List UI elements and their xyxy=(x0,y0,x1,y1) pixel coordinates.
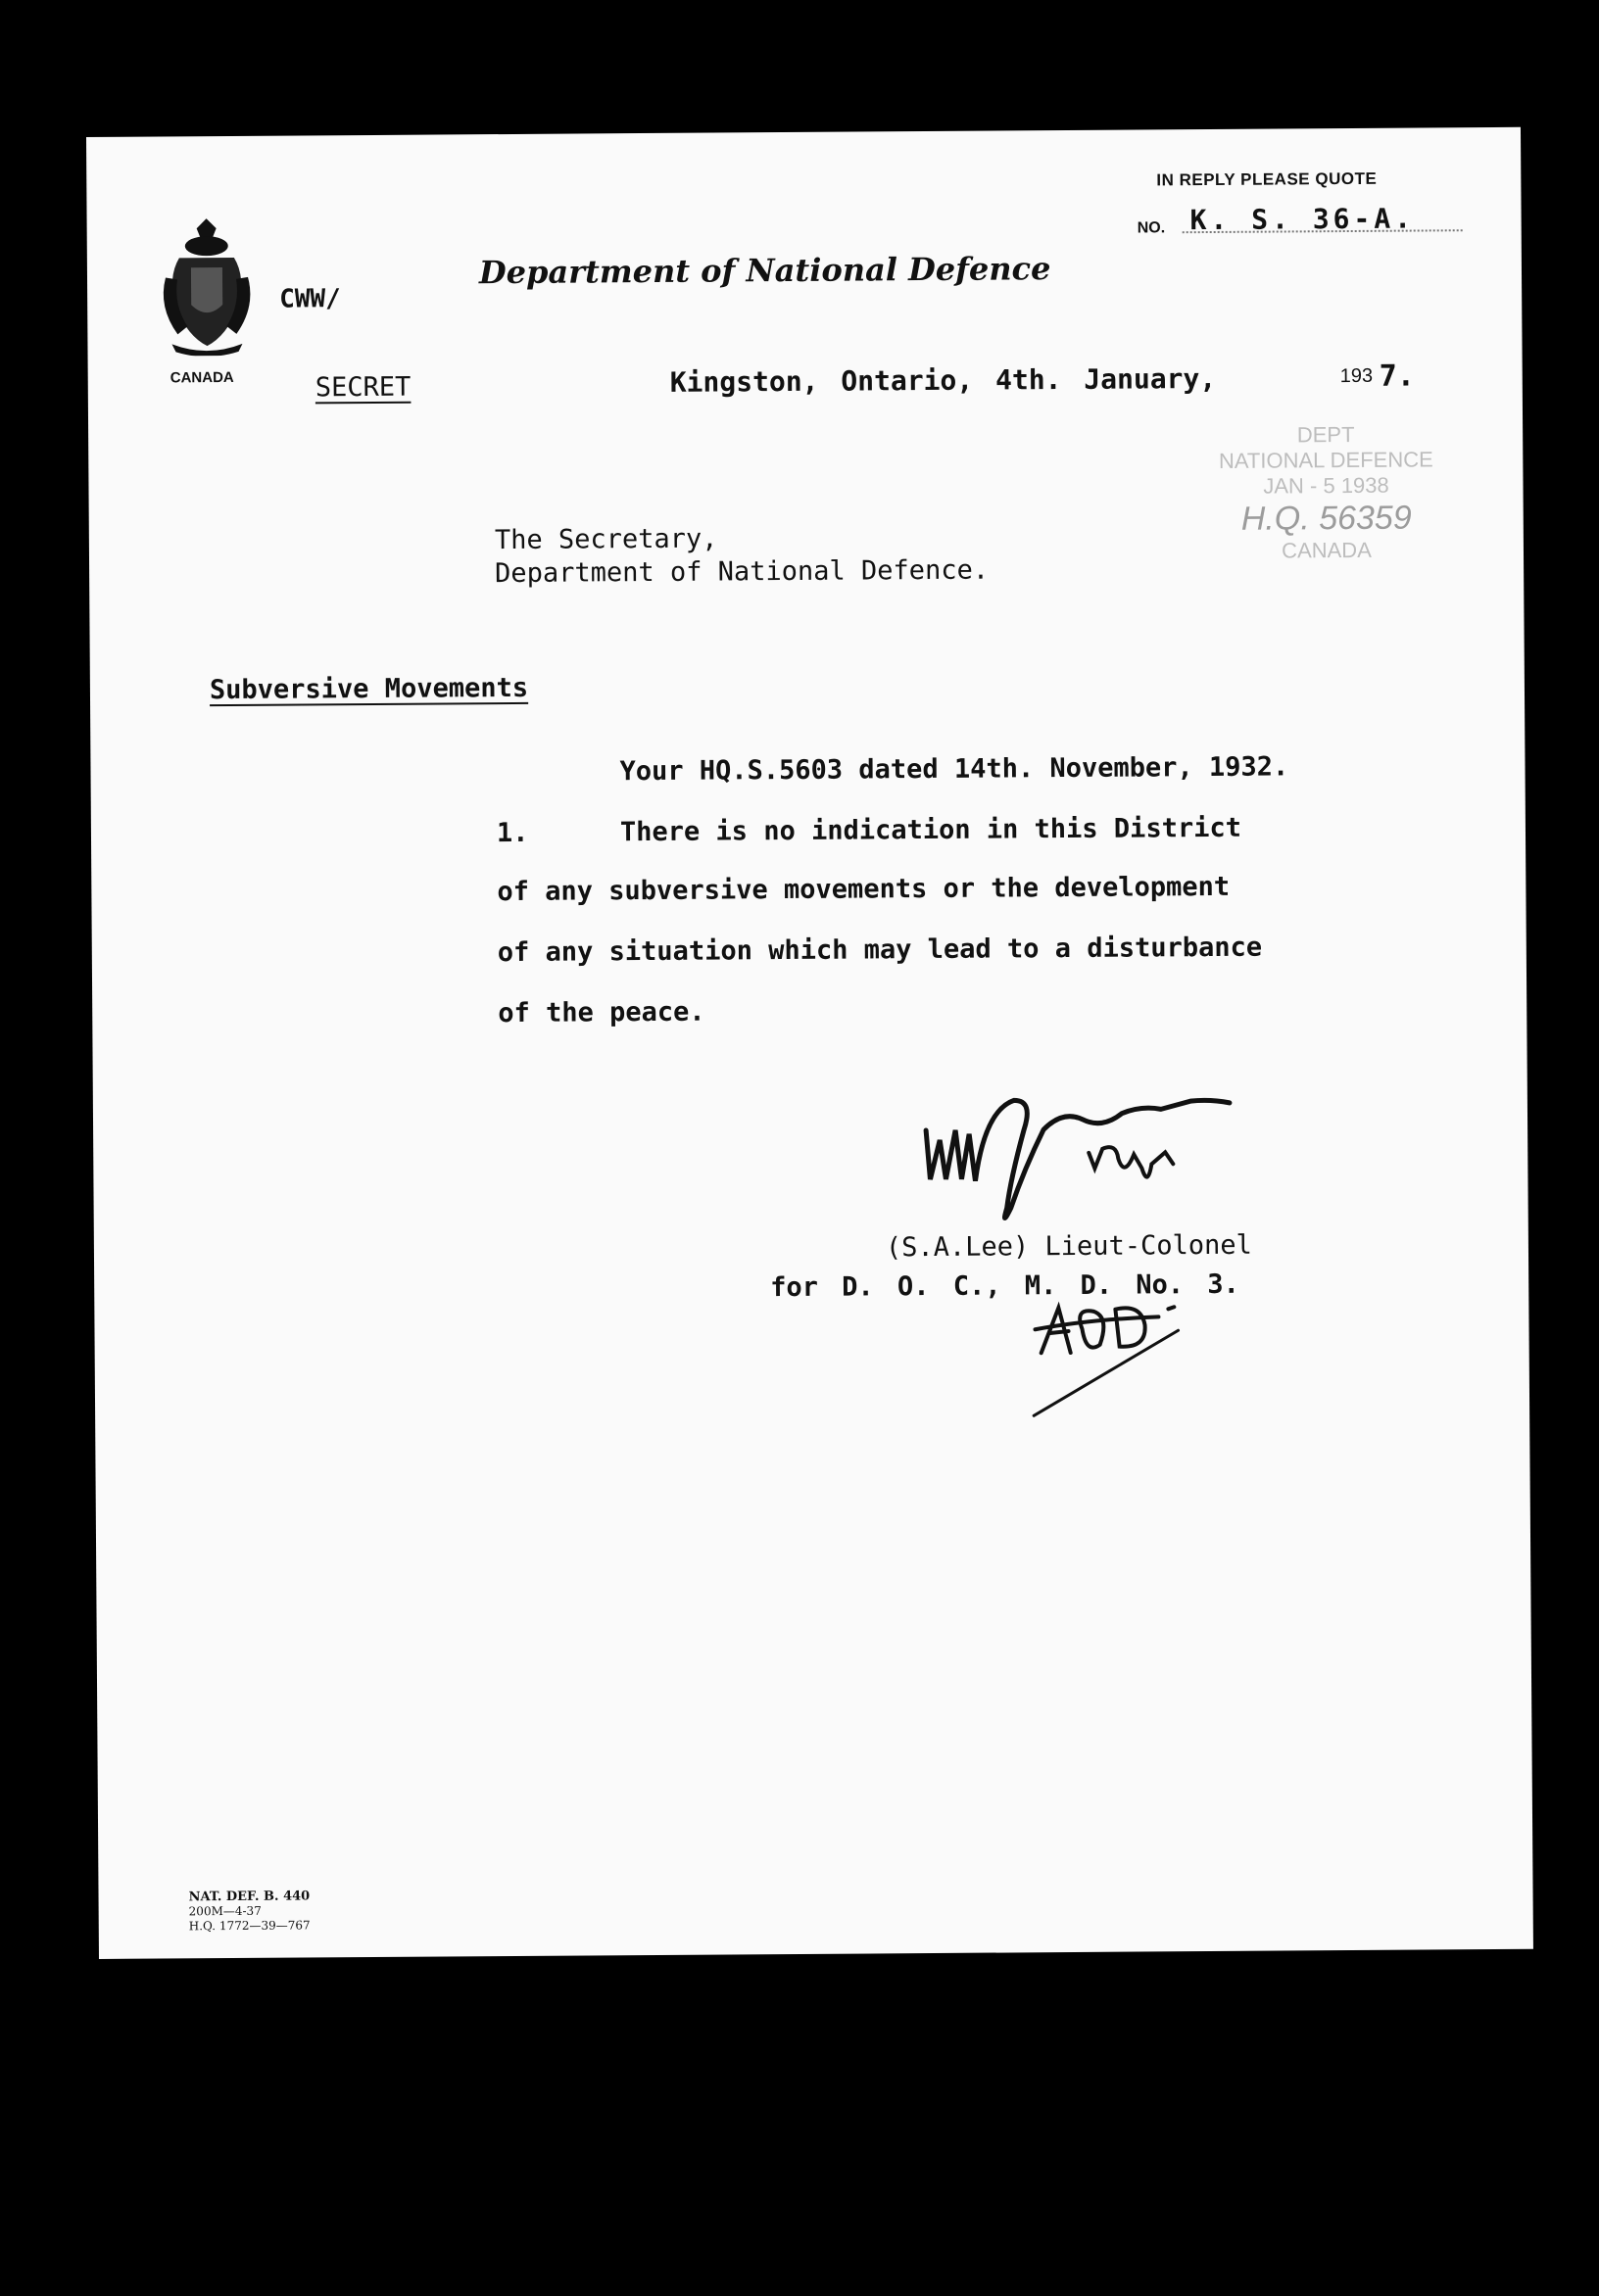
reference-number-label: NO. xyxy=(1137,219,1166,237)
recipient-line: The Secretary, xyxy=(494,523,718,556)
classification-label: SECRET xyxy=(315,371,412,404)
crest-caption: CANADA xyxy=(170,368,234,387)
body-line: of any situation which may lead to a disturbance xyxy=(497,932,1263,969)
form-code xyxy=(188,1889,310,1934)
year-prefix: 193 xyxy=(1339,364,1374,388)
year-suffix: 7. xyxy=(1379,359,1415,394)
signer-office: for D. O. C., M. D. No. 3. xyxy=(770,1268,1239,1304)
form-code-line: 200M—4-37 xyxy=(188,1903,262,1919)
body-line: of the peace. xyxy=(498,996,705,1029)
place-and-date: Kingston, Ontario, 4th. January, xyxy=(669,361,1217,399)
typist-initials: CWW/ xyxy=(279,284,341,314)
letter-sheet xyxy=(86,127,1533,1959)
paragraph-number: 1. xyxy=(496,817,529,849)
handwritten-initials xyxy=(1031,1293,1247,1432)
form-code-line: H.Q. 1772—39—767 xyxy=(188,1918,311,1934)
stamp-line: CANADA xyxy=(1282,537,1372,563)
form-code-line: NAT. DEF. B. 440 xyxy=(188,1889,311,1905)
recipient-line: Department of National Defence. xyxy=(495,554,990,590)
subject-heading: Subversive Movements xyxy=(209,672,529,706)
reference-line: Your HQ.S.5603 dated 14th. November, 1932. xyxy=(619,751,1289,788)
reference-number: K. S. 36-A. xyxy=(1189,202,1416,237)
department-letterhead: Department of National Defence xyxy=(478,250,1051,292)
signer-name: (S.A.Lee) Lieut-Colonel xyxy=(885,1229,1252,1264)
body-line: of any subversive movements or the development xyxy=(497,871,1231,908)
recipient-block xyxy=(495,521,989,592)
stamp-line: JAN - 5 1938 xyxy=(1263,472,1389,499)
reply-quote-label: IN REPLY PLEASE QUOTE xyxy=(1156,168,1378,190)
stamp-file-number: H.Q. 56359 xyxy=(1240,499,1412,538)
handwritten-signature xyxy=(916,1070,1250,1228)
stamp-line: DEPT xyxy=(1296,421,1355,448)
stamp-line: NATIONAL DEFENCE xyxy=(1218,447,1433,473)
canada-coat-of-arms-icon xyxy=(158,218,257,357)
body-line: There is no indication in this District xyxy=(619,812,1242,848)
received-stamp xyxy=(1203,421,1449,599)
